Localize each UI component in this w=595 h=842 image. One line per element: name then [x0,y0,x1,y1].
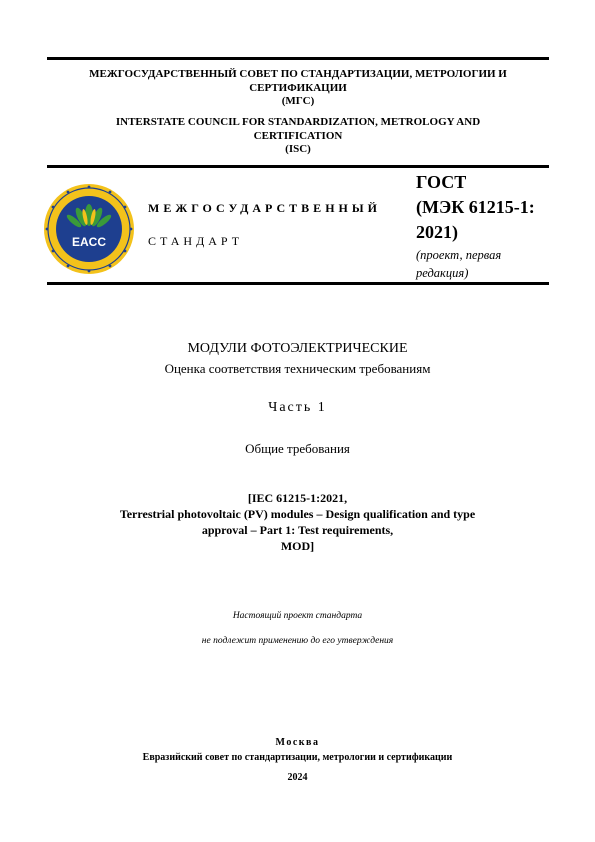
draft-notice-line1: Настоящий проект стандарта [232,611,363,621]
publication-city: Москва [275,737,320,748]
council-name-en [60,116,536,157]
council-en-line2: CERTIFICATION [253,129,343,142]
standard-type-word: МЕЖГОСУДАРСТВЕННЫЙ [148,201,381,215]
draft-note-line2: редакция) [416,266,469,280]
iec-reference-line1: [IEC 61215-1:2021, [247,491,348,505]
gost-label: ГОСТ [416,172,467,192]
standard-block-bottom-rule [47,282,549,285]
council-ru-abbr: (МГС) [281,95,315,107]
document-title: МОДУЛИ ФОТОЭЛЕКТРИЧЕСКИЕ [187,341,408,356]
gost-number-line1: (МЭК 61215-1: [416,197,535,217]
eacc-seal-icon [42,182,136,276]
draft-note-line1: (проект, первая [416,248,502,262]
iec-reference-line4: MOD] [280,539,315,553]
iec-reference-line3: approval – Part 1: Test requirements, [201,523,394,537]
council-ru-line1: МЕЖГОСУДАРСТВЕННЫЙ СОВЕТ ПО СТАНДАРТИЗАЦИИ, МЕТРОЛОГИИ И [89,68,507,80]
svg-text:EACC: EACC [71,235,107,249]
draft-note [416,246,556,282]
top-rule [47,57,549,60]
council-name-ru [60,68,536,109]
eacc-logo [42,182,136,276]
gost-designation [416,170,556,282]
publication-year: 2024 [287,772,308,783]
part-title: Общие требования [245,441,350,456]
council-en-abbr: (ISC) [285,143,311,155]
publisher: Евразийский совет по стандартизации, метрологии и сертификации [142,752,453,763]
council-ru-line2: СЕРТИФИКАЦИИ [249,81,347,94]
part-number: Часть 1 [268,400,327,415]
gost-number-line2: 2021) [416,222,458,242]
iec-reference [40,490,555,554]
standard-word: СТАНДАРТ [148,234,244,248]
header-bottom-rule [47,165,549,168]
document-subtitle: Оценка соответствия техническим требованиям [164,361,431,376]
council-en-line1: INTERSTATE COUNCIL FOR STANDARDIZATION, METROLOGY AND [115,116,481,128]
draft-notice-line2: не подлежит применению до его утверждения [201,636,394,646]
iec-reference-line2: Terrestrial photovoltaic (PV) modules – Design qualification and type [119,507,476,521]
